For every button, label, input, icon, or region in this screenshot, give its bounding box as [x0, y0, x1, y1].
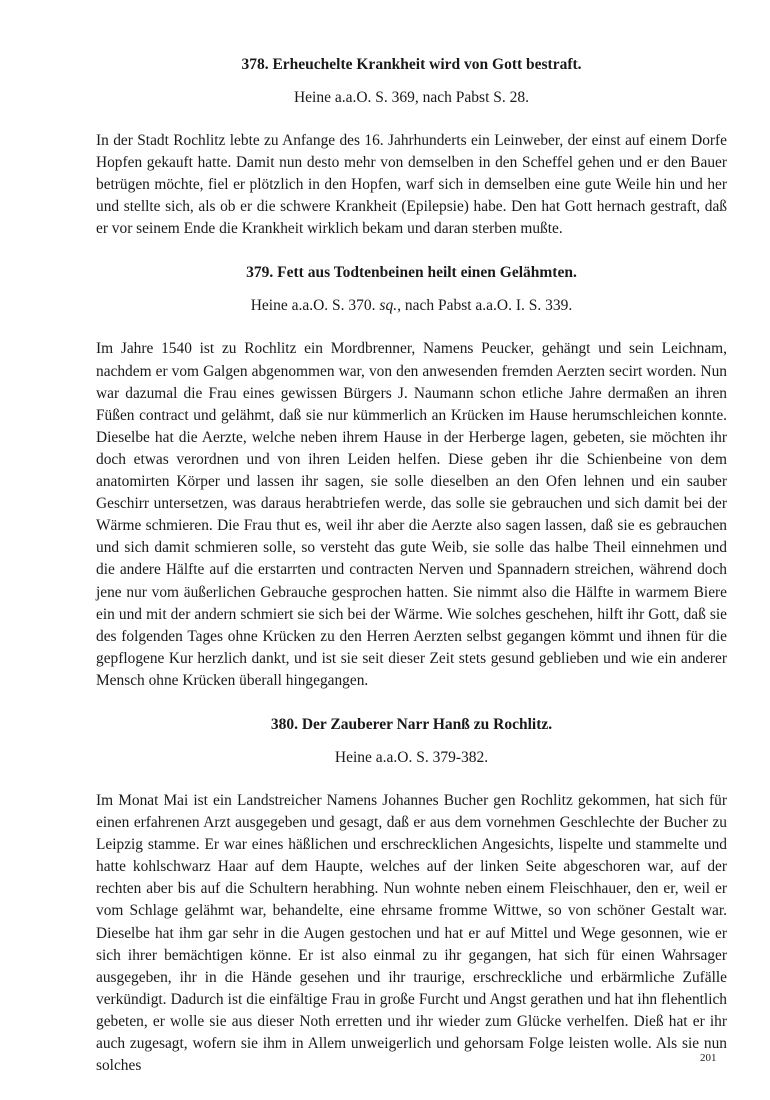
section-text: In der Stadt Rochlitz lebte zu Anfange des 16. Jahrhunderts ein Leinweber, der einst auf einem Dorfe Hopfen gekauft hatte. Damit nun desto mehr von demselben in den Scheffel gehen und er den Bauer betrügen möchte, fiel er plötzlich in den Hopfen, warf sich in demselben eine gute Weile hin und her und stellte sich, als ob er die schwere Krankheit (Epilepsie) habe. Den hat Gott hernach gestraft, daß er vor seinem Ende die Krankheit wirklich bekam und daran sterben mußte.: [96, 132, 727, 238]
section-heading: 378. Erheuchelte Krankheit wird von Gott bestraft.: [241, 56, 582, 73]
section-source: [96, 296, 727, 316]
document-page: [96, 54, 727, 1077]
source-suffix: nach Pabst a.a.O. I. S. 339.: [400, 297, 573, 315]
section-380: [96, 714, 727, 1077]
page-number: 201: [700, 1052, 717, 1064]
section-text: Im Monat Mai ist ein Landstreicher Namens Johannes Bucher gen Rochlitz gekommen, hat sich für einen erfahrenen Arzt ausgegeben und gesagt, daß er aus dem vornehmen Geschlechte der Bucher zu Leipzig stamme. Er war eines häßlichen und erschrecklichen Angesichts, lispelte und stammelte und hatte kohlschwarz Haar auf dem Haupte, welches auf der linken Seite abgeschoren war, auf der rechten aber bis auf die Schultern herabhing. Nun wohnte neben einem Fleischhauer, den er, weil er vom Schlage gelähmt war, behandelte, eine ehrsame fromme Wittwe, so von schöner Gestalt war. Dieselbe hat ihm gar sehr in die Augen gestochen und hat er auf Mittel und Wege gesonnen, wie er sich ihrer bemächtigen könne. Er ist also einmal zu ihr gegangen, hat sich für einen Wahrsager ausgegeben, ihr in die Hände gesehen und ihr traurige, erschreckliche und erbärmliche Zufälle verkündigt. Dadurch ist die einfältige Frau in große Furcht und Angst gerathen und hat ihn flehentlich gebeten, er wolle sie aus dieser Noth erretten und ihr wieder zum Glücke verhelfen. Dieß hat er ihr auch zugesagt, wofern sie ihm in Allem unweigerlich und gehorsam Folge leisten wolle. Als sie nun solches: [96, 791, 727, 1075]
section-text: Im Jahre 1540 ist zu Rochlitz ein Mordbrenner, Namens Peucker, gehängt und sein Leichnam, nachdem er vom Galgen abgenommen war, von den anwesenden fremden Aerzten secirt worden. Nun war dazumal die Frau eines gewissen Bürgers J. Naumann schon etliche Jahre dermaßen an ihren Füßen contract und gelähmt, daß sie nur kümmerlich an Krücken im Hause herumschleichen konnte. Dieselbe hat die Aerzte, welche neben ihrem Hause in der Herberge lagen, gebeten, sie möchten ihr doch etwas verordnen und von ihren Leiden helfen. Diese geben ihr die Schienbeine von dem anatomirten Körper und lassen ihr sagen, sie solle dieselben an den Ofen lehnen und ein sauber Geschirr untersetzen, was daraus herabtriefen werde, das solle sie gebrauchen und sich damit bei der Wärme schmieren. Die Frau thut es, weil ihr aber die Aerzte also sagen lassen, daß sie es gebrauchen und sich damit schmieren solle, so versteht das gute Weib, sie solle das halbe Theil einnehmen und die andere Hälfte auf die erstarrten und contracten Nerven und Spannadern streichen, während doch jene nur vom äußerlichen Gebrauche gesprochen hatten. Sie nimmt also die Hälfte in warmem Biere ein und mit der andern schmiert sie sich bei der Wärme. Wie solches geschehen, hilft ihr Gott, daß sie des folgenden Tages ohne Krücken zu den Herren Aerzten selbst gegangen kömmt und ihnen für die gepflogene Kur herzlich dankt, und ist sie seit dieser Zeit stets gesund geblieben und wie ein anderer Mensch ohne Krücken überall hingegangen.: [96, 340, 727, 689]
section-heading: 380. Der Zauberer Narr Hanß zu Rochlitz.: [270, 715, 553, 733]
section-heading: 379. Fett aus Todtenbeinen heilt einen Gelähmten.: [246, 264, 577, 282]
section-379: [96, 262, 727, 692]
source-prefix: Heine a.a.O. S. 370.: [250, 297, 380, 315]
section-378: [96, 54, 727, 240]
source-italic: sq.,: [379, 297, 401, 315]
section-source: Heine a.a.O. S. 379-382.: [334, 748, 489, 766]
section-source: Heine a.a.O. S. 369, nach Pabst S. 28.: [293, 89, 530, 106]
